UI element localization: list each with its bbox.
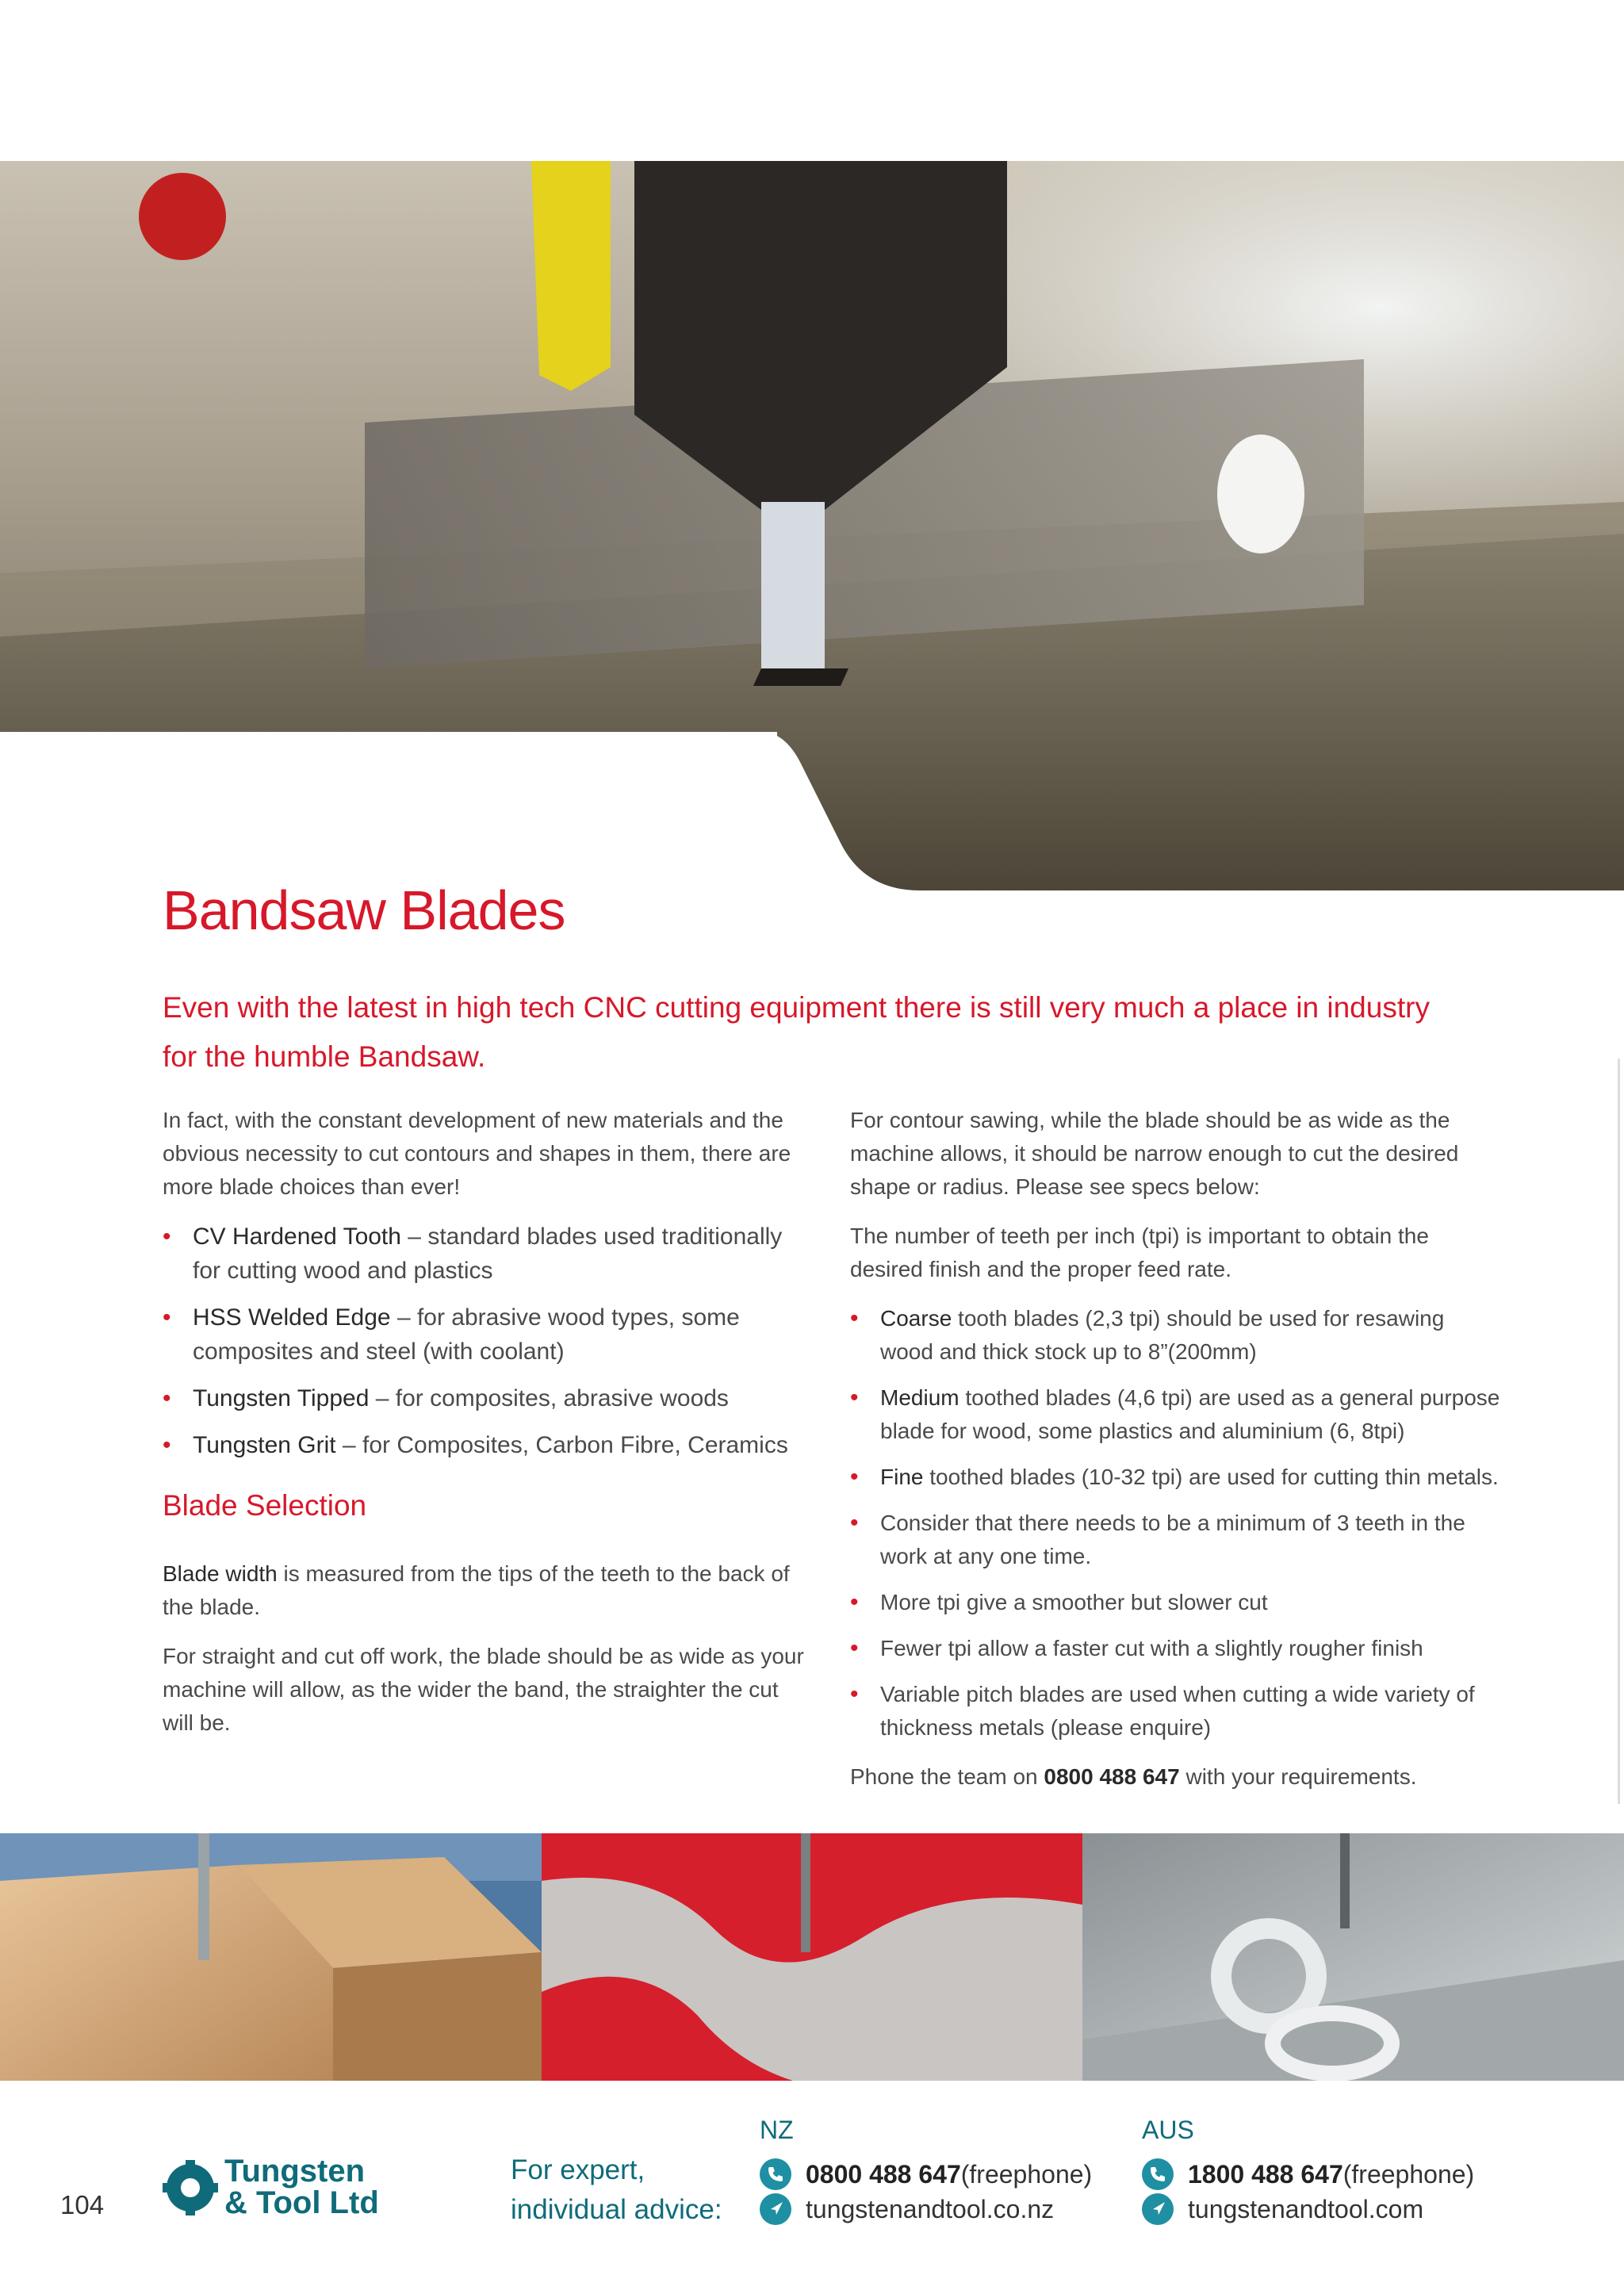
nz-label: NZ <box>760 2116 794 2144</box>
blade-width-paragraph <box>163 1557 805 1624</box>
contour-paragraph: For contour sawing, while the blade should be as wide as the machine allows, it should be narrow enough to cut the desired shape or radius. Please see specs below: <box>850 1108 1459 1199</box>
image-strip-illustration <box>0 1833 1624 2081</box>
red-dot-icon: • <box>850 1681 859 1707</box>
straight-cut-paragraph: For straight and cut off work, the blade should be as wide as your machine will allow, as the wider the band, the straighter the cut will be. <box>163 1644 804 1735</box>
red-dot-icon: • <box>850 1305 859 1331</box>
list-item <box>163 1428 805 1462</box>
red-dot-icon: • <box>850 1635 859 1661</box>
item-term: Medium <box>880 1385 959 1410</box>
phone-number: 0800 488 647 <box>1044 1764 1180 1789</box>
item-desc: toothed blades (4,6 tpi) are used as a general purpose blade for wood, some plastics and aluminium (6, 8tpi) <box>880 1385 1500 1443</box>
list-item <box>850 1381 1500 1448</box>
nz-phone[interactable] <box>760 2158 1092 2190</box>
item-term: Tungsten Tipped <box>193 1385 370 1411</box>
advice-line-2: individual advice: <box>511 2194 722 2225</box>
item-desc: Fewer tpi allow a faster cut with a slightly rougher finish <box>880 1636 1423 1660</box>
red-dot-icon: • <box>163 1432 171 1458</box>
tpi-paragraph: The number of teeth per inch (tpi) is important to obtain the desired finish and the proper feed rate. <box>850 1224 1429 1281</box>
aus-website-link[interactable] <box>1142 2193 1423 2225</box>
item-desc: Variable pitch blades are used when cutting a wide variety of thickness metals (please enquire) <box>880 1682 1475 1740</box>
list-item <box>850 1302 1500 1369</box>
advice-text <box>511 2150 722 2230</box>
item-desc: – for composites, abrasive woods <box>369 1385 729 1411</box>
item-term: Fine <box>880 1465 924 1489</box>
phone-prefix: Phone the team on <box>850 1764 1044 1789</box>
item-desc: – for Composites, Carbon Fibre, Ceramics <box>335 1432 788 1458</box>
aus-phone[interactable] <box>1142 2158 1474 2190</box>
pointer-icon <box>760 2193 791 2225</box>
item-term: Tungsten Grit <box>193 1432 336 1458</box>
phone-suffix: with your requirements. <box>1179 1764 1417 1789</box>
aus-phone-number: 1800 488 647 <box>1188 2159 1343 2189</box>
list-item <box>850 1632 1500 1665</box>
image-strip <box>0 1833 1624 2081</box>
aus-website: tungstenandtool.com <box>1188 2194 1424 2223</box>
list-item <box>163 1300 805 1369</box>
side-rule <box>1618 1059 1620 1804</box>
nz-phone-note: (freephone) <box>960 2159 1093 2189</box>
page-title: Bandsaw Blades <box>163 879 565 941</box>
phone-icon <box>1142 2158 1174 2190</box>
right-column <box>850 1104 1500 1810</box>
aus-label: AUS <box>1142 2116 1194 2144</box>
advice-line-1: For expert, <box>511 2154 645 2185</box>
aus-phone-note: (freephone) <box>1342 2159 1475 2189</box>
item-term: Coarse <box>880 1306 952 1331</box>
red-dot-icon: • <box>850 1510 859 1536</box>
item-term: CV Hardened Tooth <box>193 1224 401 1250</box>
nz-website: tungstenandtool.co.nz <box>806 2194 1055 2223</box>
left-column <box>163 1104 805 1756</box>
red-dot-icon: • <box>850 1464 859 1490</box>
page-number: 104 <box>60 2190 105 2219</box>
intro-heading: Even with the latest in high tech CNC cutting equipment there is still very much a place in industry for the humble Bandsaw. <box>163 991 1430 1073</box>
hero-bandsaw-photo <box>0 161 1624 890</box>
red-dot-icon: • <box>850 1589 859 1615</box>
item-desc: – for abrasive wood types, some composites and steel (with coolant) <box>193 1304 740 1365</box>
item-desc: Consider that there needs to be a minimum of 3 teeth in the work at any one time. <box>880 1511 1465 1568</box>
red-dot-icon: • <box>163 1304 171 1331</box>
blade-width-text: is measured from the tips of the teeth to the back of the blade. <box>163 1561 790 1619</box>
list-item <box>163 1220 805 1288</box>
nz-website-link[interactable] <box>760 2193 1054 2225</box>
list-item <box>850 1678 1500 1744</box>
blade-selection-heading: Blade Selection <box>163 1489 367 1522</box>
list-item <box>850 1461 1500 1494</box>
list-item <box>163 1381 805 1415</box>
list-item <box>850 1586 1500 1619</box>
item-desc: tooth blades (2,3 tpi) should be used for resawing wood and thick stock up to 8”(200mm) <box>880 1306 1445 1364</box>
blade-width-term: Blade width <box>163 1561 278 1586</box>
item-desc: More tpi give a smoother but slower cut <box>880 1590 1268 1614</box>
phone-icon <box>760 2158 791 2190</box>
nz-phone-number: 0800 488 647 <box>806 2159 961 2189</box>
item-term: HSS Welded Edge <box>193 1304 391 1331</box>
pointer-icon <box>1142 2193 1174 2225</box>
red-dot-icon: • <box>163 1224 171 1250</box>
red-dot-icon: • <box>163 1385 171 1411</box>
blade-type-list <box>163 1220 805 1462</box>
tpi-list <box>850 1302 1500 1744</box>
company-logo <box>163 2155 424 2219</box>
gear-logo-icon <box>163 2160 218 2215</box>
logo-line-2: & Tool Ltd <box>224 2185 379 2220</box>
red-dot-icon: • <box>850 1384 859 1411</box>
logo-line-1: Tungsten <box>224 2154 366 2189</box>
logo-text <box>224 2155 379 2219</box>
intro-paragraph: In fact, with the constant development of new materials and the obvious necessity to cut contours and shapes in them, there are more blade choices than ever! <box>163 1108 791 1199</box>
list-item <box>850 1507 1500 1573</box>
phone-paragraph <box>850 1760 1500 1794</box>
item-desc: toothed blades (10-32 tpi) are used for cutting thin metals. <box>923 1465 1499 1489</box>
hero-photo-illustration <box>0 161 1624 890</box>
item-desc: – standard blades used traditionally for cutting wood and plastics <box>193 1224 783 1284</box>
